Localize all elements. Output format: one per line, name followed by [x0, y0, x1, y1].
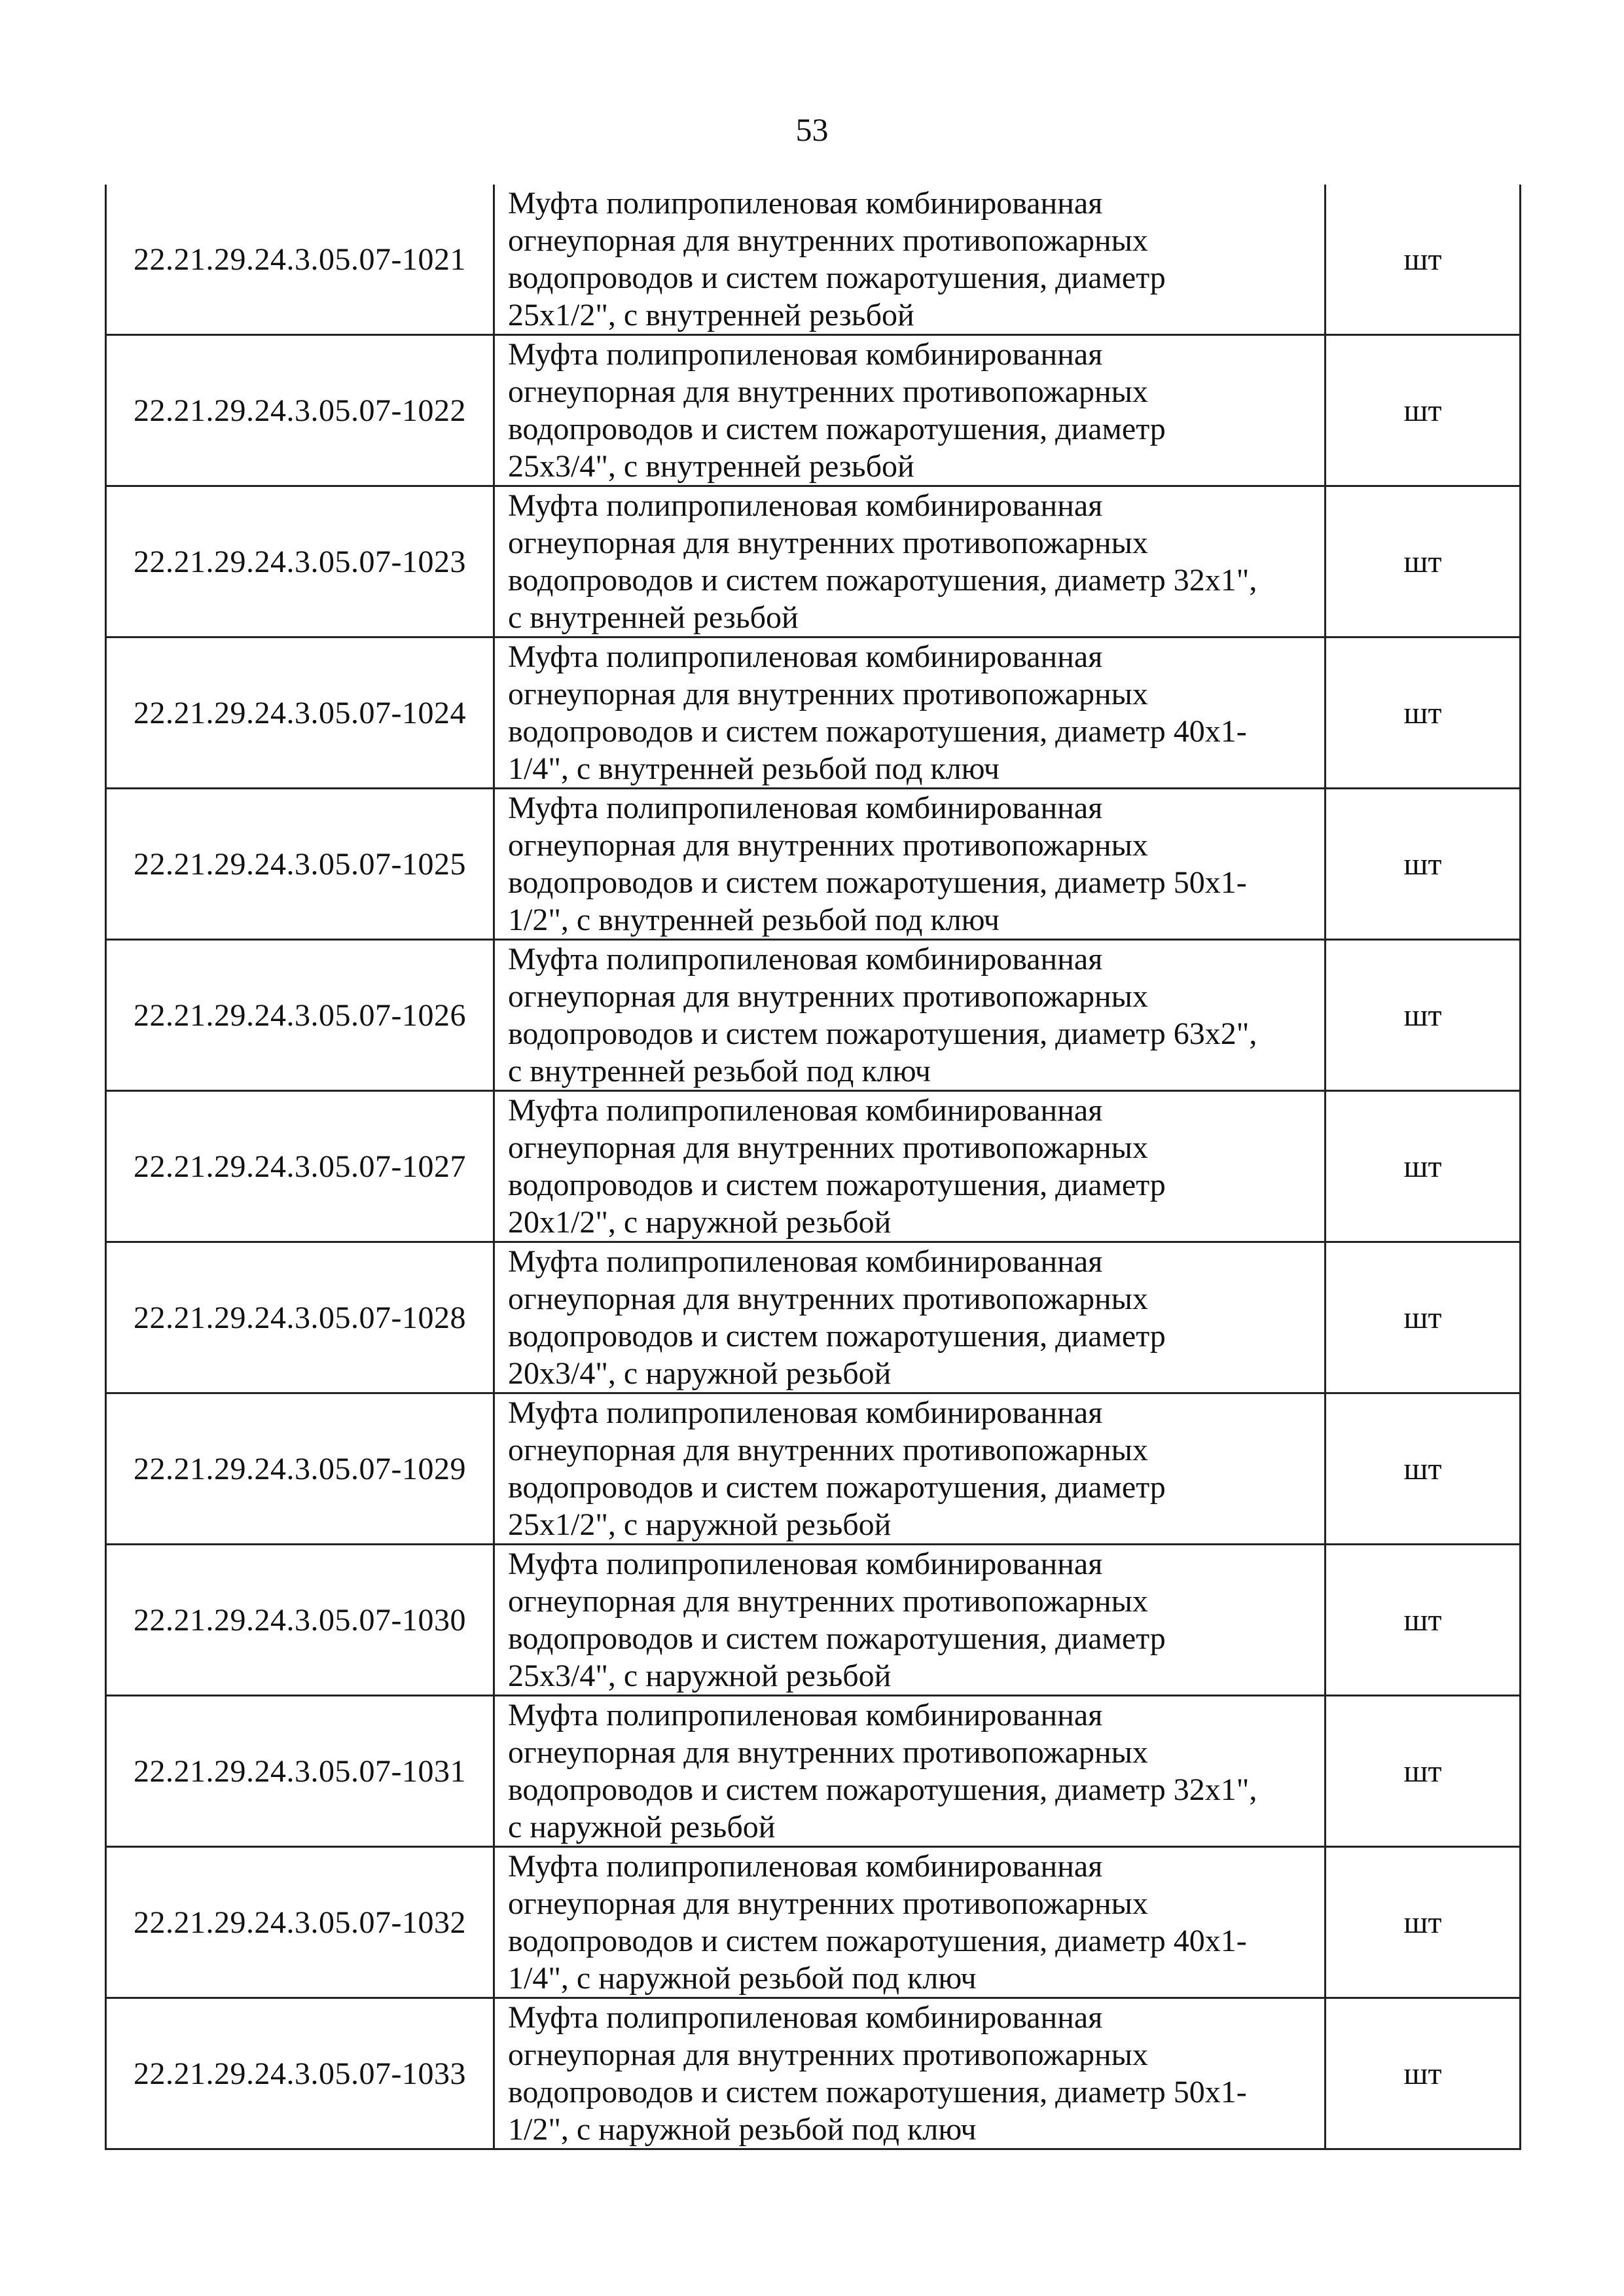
item-unit: шт — [1326, 1242, 1521, 1393]
table-row — [106, 789, 1521, 940]
item-description — [494, 637, 1326, 789]
table-row — [106, 185, 1521, 335]
description-line: Муфта полипропиленовая комбинированная — [508, 1093, 1103, 1128]
description-line: водопроводов и систем пожаротушения, диаметр 32х1", — [508, 563, 1257, 598]
description-line: водопроводов и систем пожаротушения, диаметр 40х1- — [508, 714, 1247, 749]
table-row — [106, 486, 1521, 637]
item-unit: шт — [1326, 940, 1521, 1091]
item-code: 22.21.29.24.3.05.07-1023 — [106, 486, 494, 637]
item-description — [494, 1998, 1326, 2149]
description-line: огнеупорная для внутренних противопожарных — [508, 1130, 1148, 1165]
description-line: огнеупорная для внутренних противопожарных — [508, 2037, 1148, 2072]
item-unit: шт — [1326, 1091, 1521, 1242]
description-line: огнеупорная для внутренних противопожарных — [508, 223, 1148, 258]
table-row — [106, 1696, 1521, 1847]
table-row — [106, 940, 1521, 1091]
description-line: 1/2", с наружной резьбой под ключ — [508, 2112, 977, 2147]
description-line: 1/2", с внутренней резьбой под ключ — [508, 903, 1000, 937]
table-row — [106, 1242, 1521, 1393]
description-line: 1/4", с внутренней резьбой под ключ — [508, 751, 1000, 786]
item-description — [494, 1696, 1326, 1847]
table-row — [106, 1393, 1521, 1545]
description-line: водопроводов и систем пожаротушения, диаметр — [508, 1470, 1166, 1505]
item-description — [494, 940, 1326, 1091]
item-unit: шт — [1326, 486, 1521, 637]
table-row — [106, 637, 1521, 789]
description-line: водопроводов и систем пожаротушения, диаметр — [508, 260, 1166, 295]
description-line: Муфта полипропиленовая комбинированная — [508, 942, 1103, 977]
item-code: 22.21.29.24.3.05.07-1031 — [106, 1696, 494, 1847]
item-code: 22.21.29.24.3.05.07-1026 — [106, 940, 494, 1091]
item-unit: шт — [1326, 1998, 1521, 2149]
description-line: Муфта полипропиленовая комбинированная — [508, 1849, 1103, 1884]
item-code: 22.21.29.24.3.05.07-1022 — [106, 335, 494, 486]
item-code: 22.21.29.24.3.05.07-1029 — [106, 1393, 494, 1545]
description-line: 20х3/4", с наружной резьбой — [508, 1356, 892, 1391]
table-row — [106, 1091, 1521, 1242]
description-line: водопроводов и систем пожаротушения, диаметр 50х1- — [508, 865, 1247, 900]
description-line: огнеупорная для внутренних противопожарных — [508, 1886, 1148, 1921]
description-line: огнеупорная для внутренних противопожарных — [508, 828, 1148, 863]
table-row — [106, 335, 1521, 486]
item-description — [494, 185, 1326, 335]
description-line: Муфта полипропиленовая комбинированная — [508, 186, 1103, 221]
description-line: Муфта полипропиленовая комбинированная — [508, 337, 1103, 372]
description-line: огнеупорная для внутренних противопожарных — [508, 979, 1148, 1014]
item-unit: шт — [1326, 335, 1521, 486]
description-line: водопроводов и систем пожаротушения, диаметр — [508, 412, 1166, 446]
item-code: 22.21.29.24.3.05.07-1033 — [106, 1998, 494, 2149]
table-row — [106, 1847, 1521, 1998]
description-line: водопроводов и систем пожаротушения, диаметр — [508, 1168, 1166, 1202]
description-line: водопроводов и систем пожаротушения, диаметр 50х1- — [508, 2075, 1247, 2109]
item-description — [494, 1242, 1326, 1393]
description-line: огнеупорная для внутренних противопожарных — [508, 677, 1148, 711]
description-line: Муфта полипропиленовая комбинированная — [508, 1547, 1103, 1581]
description-line: водопроводов и систем пожаротушения, диаметр — [508, 1319, 1166, 1354]
item-code: 22.21.29.24.3.05.07-1027 — [106, 1091, 494, 1242]
description-line: водопроводов и систем пожаротушения, диаметр 63х2", — [508, 1016, 1257, 1051]
item-code: 22.21.29.24.3.05.07-1024 — [106, 637, 494, 789]
description-line: огнеупорная для внутренних противопожарных — [508, 1584, 1148, 1619]
description-line: с наружной резьбой — [508, 1810, 776, 1844]
description-line: огнеупорная для внутренних противопожарных — [508, 1282, 1148, 1316]
item-description — [494, 1545, 1326, 1696]
item-code: 22.21.29.24.3.05.07-1021 — [106, 185, 494, 335]
table-body — [106, 185, 1521, 2149]
description-line: Муфта полипропиленовая комбинированная — [508, 791, 1103, 825]
table-row — [106, 1545, 1521, 1696]
description-line: 1/4", с наружной резьбой под ключ — [508, 1961, 977, 1996]
description-line: Муфта полипропиленовая комбинированная — [508, 1395, 1103, 1430]
description-line: Муфта полипропиленовая комбинированная — [508, 1698, 1103, 1732]
description-line: огнеупорная для внутренних противопожарных — [508, 1735, 1148, 1770]
item-description — [494, 1393, 1326, 1545]
item-unit: шт — [1326, 1545, 1521, 1696]
item-unit: шт — [1326, 1847, 1521, 1998]
description-line: с внутренней резьбой — [508, 600, 799, 635]
item-unit: шт — [1326, 185, 1521, 335]
item-description — [494, 486, 1326, 637]
description-line: 25х1/2", с внутренней резьбой — [508, 298, 914, 332]
item-code: 22.21.29.24.3.05.07-1032 — [106, 1847, 494, 1998]
item-description — [494, 789, 1326, 940]
description-line: водопроводов и систем пожаротушения, диаметр 32х1", — [508, 1772, 1257, 1807]
page-number: 53 — [795, 111, 829, 148]
item-code: 22.21.29.24.3.05.07-1025 — [106, 789, 494, 940]
materials-table — [105, 185, 1521, 2150]
description-line: Муфта полипропиленовая комбинированная — [508, 2000, 1103, 2035]
item-description — [494, 335, 1326, 486]
description-line: Муфта полипропиленовая комбинированная — [508, 488, 1103, 523]
description-line: Муфта полипропиленовая комбинированная — [508, 1244, 1103, 1279]
description-line: огнеупорная для внутренних противопожарных — [508, 526, 1148, 560]
description-line: огнеупорная для внутренних противопожарных — [508, 374, 1148, 409]
description-line: водопроводов и систем пожаротушения, диаметр 40х1- — [508, 1924, 1247, 1958]
item-description — [494, 1091, 1326, 1242]
description-line: огнеупорная для внутренних противопожарных — [508, 1433, 1148, 1467]
item-unit: шт — [1326, 789, 1521, 940]
description-line: с внутренней резьбой под ключ — [508, 1054, 931, 1088]
description-line: 25х3/4", с внутренней резьбой — [508, 449, 914, 484]
item-unit: шт — [1326, 1696, 1521, 1847]
description-line: водопроводов и систем пожаротушения, диаметр — [508, 1621, 1166, 1656]
description-line: 25х1/2", с наружной резьбой — [508, 1507, 892, 1542]
item-code: 22.21.29.24.3.05.07-1030 — [106, 1545, 494, 1696]
item-unit: шт — [1326, 637, 1521, 789]
description-line: Муфта полипропиленовая комбинированная — [508, 639, 1103, 674]
table-row — [106, 1998, 1521, 2149]
item-code: 22.21.29.24.3.05.07-1028 — [106, 1242, 494, 1393]
description-line: 20х1/2", с наружной резьбой — [508, 1205, 892, 1240]
item-unit: шт — [1326, 1393, 1521, 1545]
item-description — [494, 1847, 1326, 1998]
description-line: 25х3/4", с наружной резьбой — [508, 1659, 892, 1693]
